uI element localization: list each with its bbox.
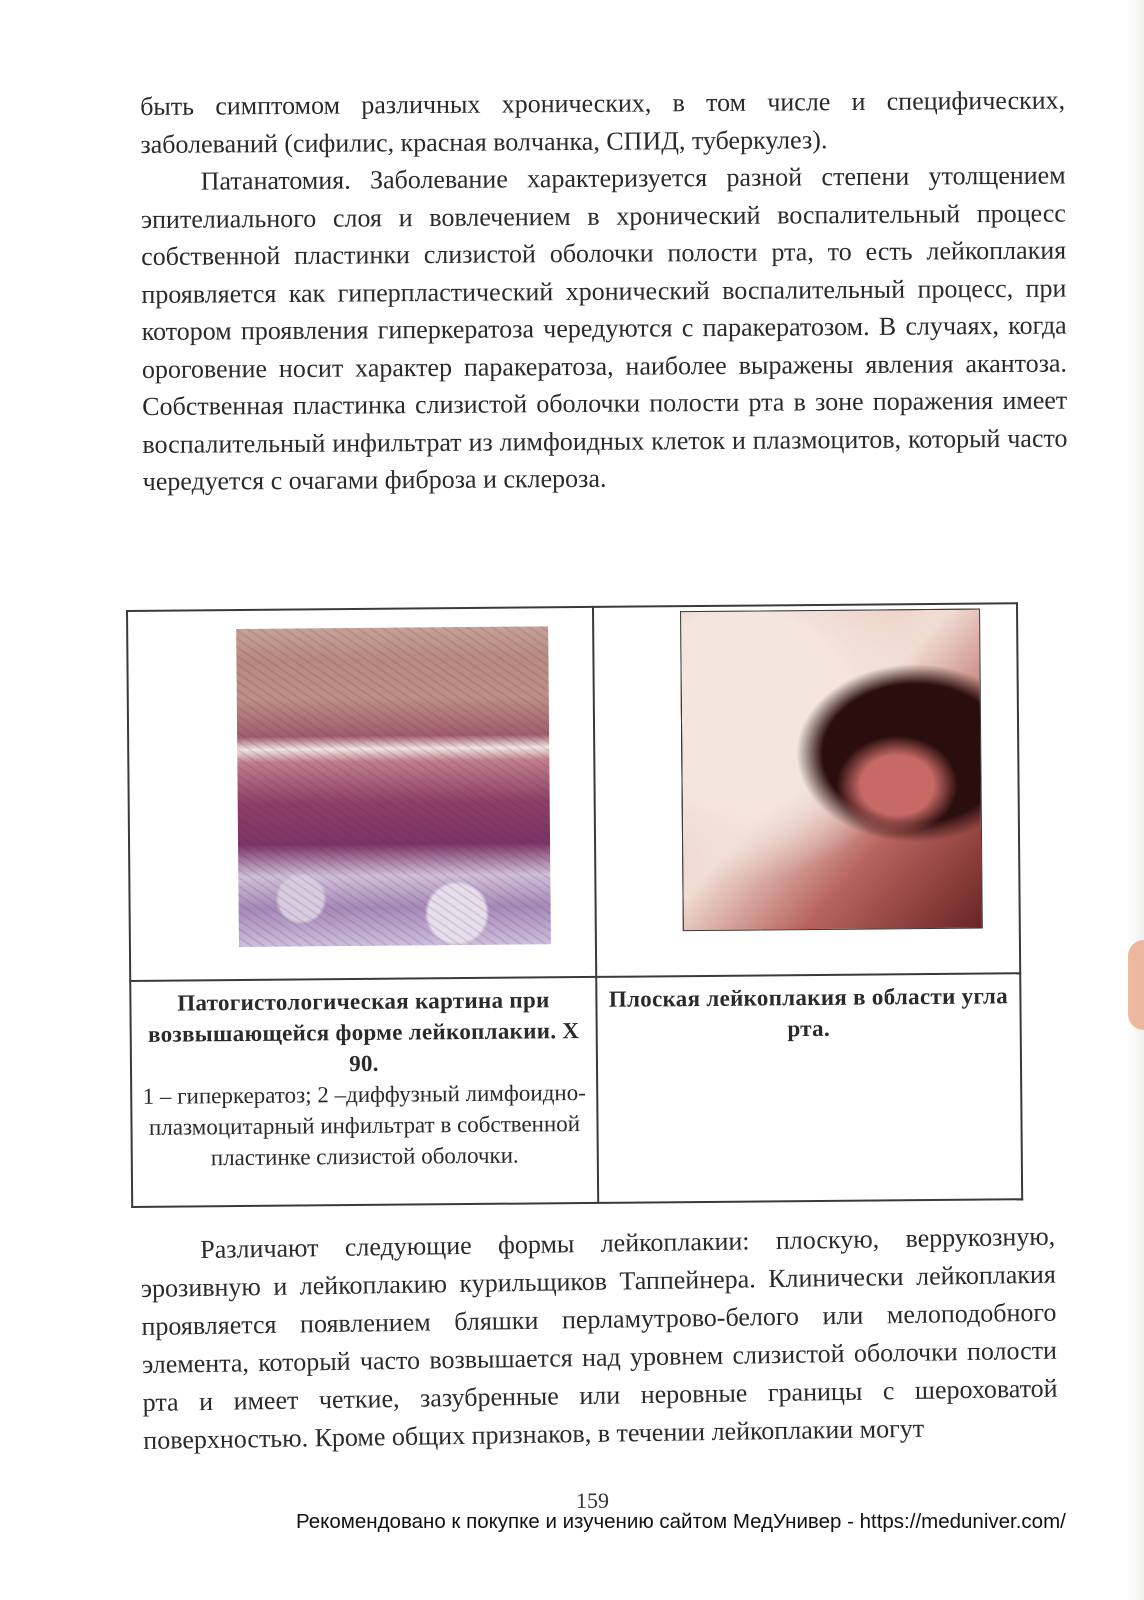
top-text-block [140,82,1068,501]
paragraph-continuation: быть симптомом различных хронических, в том числе и специфических, заболеваний (сифилис, красная волчанка, СПИД, туберкулез). [140,85,1066,159]
page-tab-mark [1128,940,1144,1030]
paragraph-pathanatomy: Патанатомия. Заболевание характеризуется разной степени утолщением эпителиального слоя и вовлечением в хронический воспалительный процесс собственной пластинки слизистой оболочки полости рта, то есть лейкоплакия проявляется как гиперпластический хронический воспалительный процесс, при котором проявления гиперкератоза чередуются с паракератозом. В случаях, когда ороговение носит характер паракератоза, наиболее выражены явления акантоза. Собственная пластинка слизистой оболочки полости рта в зоне поражения имеет воспалительный инфильтрат из лимфоидных клеток и плазмоцитов, который часто чередуется с очагами фиброза и склероза. [140,160,1068,496]
page-number: 159 [576,1488,609,1513]
bottom-text-block [140,1218,1058,1460]
histology-caption-legend: 1 – гиперкератоз; 2 –диффузный лимфоидно- плазмоцитарный инфильтрат в собственной пластинке слизистой оболочки. [142,1080,586,1171]
histology-caption-title: Патогистологическая картина при возвышающейся форме лейкоплакии. Х 90. [148,987,580,1077]
page-edge-shadow [1126,0,1144,1600]
histology-image [236,626,551,947]
photo-caption-cell [596,973,1022,1203]
photo-caption-title: Плоская лейкоплакия в области угла рта. [608,983,1009,1042]
paragraph-forms: Различают следующие формы лейкоплакии: плоскую, веррукозную, эрозивную и лейкоплакию курильщиков Таппейнера. Клинически лейкоплакия проявляется появлением бляшки перламутрово-белого или мелоподобного элемента, который часто возвышается над уровнем слизистой оболочки полости рта и имеет четкие, зазубренные или неровные границы с шероховатой поверхностью. Кроме общих признаков, в течении лейкоплакии могут [140,1221,1058,1455]
figure-table [126,602,1023,1208]
watermark-footer: Рекомендовано к покупке и изучению сайтом МедУнивер - https://meduniver.com/ [296,1510,1066,1533]
histology-caption-cell [130,977,598,1207]
clinical-photo-cell [593,603,1020,977]
histology-image-cell [127,607,596,981]
mouth-corner-photo [680,609,983,932]
